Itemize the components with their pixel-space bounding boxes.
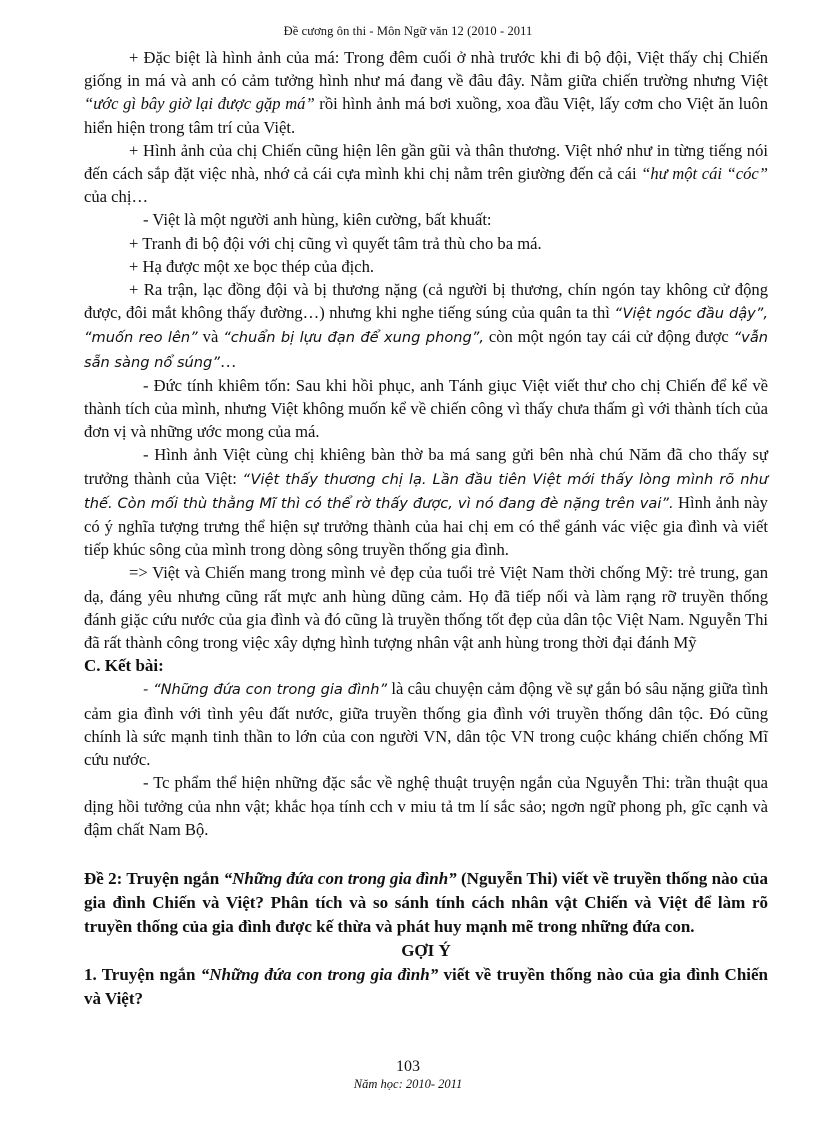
page-content [84,46,768,1011]
paragraph-ket-bai-1: - “Những đứa con trong gia đình” là câu chuyện cảm động về sự gắn bó sâu nặng giữa tình cảm gia đình với tình yêu đất nước, giữa truyền thống gia đình với truyền thống dân tộc. Đó cũng chính là sức mạnh tinh thần to lớn của con người VN, dân tộc VN trong cuộc kháng chiến chống Mĩ cứu nước. [84,679,768,770]
paragraph-ket-luan: => Việt và Chiến mang trong mình vẻ đẹp của tuổi trẻ Việt Nam thời chống Mỹ: trẻ trung, gan dạ, đáng yêu nhưng cũng rất mực anh hùng dũng cảm. Họ đã tiếp nối và làm rạng rỡ truyền thống đánh giặc cứu nước của gia đình và đó cũng là truyền thống tốt đẹp của dân tộc Việt Nam. Nguyễn Thi đã rất thành công trong việc xây dựng hình tượng nhân vật anh hùng trong thời đại đánh Mỹ [84,563,768,653]
paragraph-ma: + Đặc biệt là hình ảnh của má: Trong đêm cuối ở nhà trước khi đi bộ đội, Việt thấy chị Chiến giống in má và anh có cảm tưởng hình như má đang về đâu đây. Nằm giữa chiến trường nhưng Việt “ước gì bây giờ lại được gặp má” rồi hình ảnh má bơi xuồng, xoa đầu Việt, lấy cơm cho Việt ăn luôn hiển hiện trong tâm trí của Việt. [84,48,768,137]
paragraph-chi-chien: + Hình ảnh của chị Chiến cũng hiện lên gần gũi và thân thương. Việt nhớ như in từng tiếng nói đến cách sắp đặt việc nhà, nhớ cả cái cựa mình khi chị nằm trên giường đến cả cái “hư một cái “cóc” của chị… [84,140,768,207]
paragraph-khiem-ton: - Đức tính khiêm tốn: Sau khi hồi phục, anh Tánh giục Việt viết thư cho chị Chiến để kể về thành tích của mình, nhưng Việt không muốn kể về chiến công vì thấy chưa thấm gì với thành tích của đơn vị và những ước mong của má. [84,375,768,442]
goi-y-heading: GỢI Ý [401,940,451,960]
paragraph-ket-bai-2: - Tc phẩm thể hiện những đặc sắc về nghệ thuật truyện ngắn của Nguyễn Thi: trần thuật qua dịng hồi tưởng của nhn vật; khắc họa tính cch v miu tả tm lí sắc sảo; ngơn ngữ phong ph, gĩc cạnh và đậm chất Nam Bộ. [84,773,768,839]
paragraph-ra-tran: + Ra trận, lạc đồng đội và bị thương nặng (cả người bị thương, chín ngón tay không cử động được, đôi mắt không thấy đường…) nhưng khi nghe tiếng súng của quân ta thì “Việt ngóc đầu dậy”, “muốn reo lên” và “chuẩn bị lựu đạn để xung phong”, còn một ngón tay cái cử động được “vẫn sẵn sàng nổ súng”… [84,280,769,371]
section-ket-bai: C. Kết bài: [84,656,164,676]
paragraph-ha-xe-boc-thep: + Hạ được một xe bọc thép của địch. [129,256,375,276]
question-1: 1. Truyện ngắn “Những đứa con trong gia đình” viết về truyền thống nào của gia đình Chiến và Việt? [84,964,768,1008]
paragraph-anh-hung: - Việt là một người anh hùng, kiên cường, bất khuất: [143,210,492,230]
page-header: Đề cương ôn thi - Môn Ngữ văn 12 (2010 - 2011 [283,24,533,38]
paragraph-truong-thanh: - Hình ảnh Việt cùng chị khiêng bàn thờ ba má sang gửi bên nhà chú Năm đã cho thấy sự trưởng thành của Việt: “Việt thấy thương chị lạ. Lần đầu tiên Việt mới thấy lòng mình rõ như thế. Còn mối thù thằng Mĩ thì có thể rờ thấy được, vì nó đang đè nặng trên vai”. Hình ảnh này có ý nghĩa tượng trưng thể hiện sự trưởng thành của hai chị em có thể gánh vác việc gia đình và viết tiếp khúc sông của mình trong dòng sông truyền thống gia đình. [84,445,769,560]
footer-school-year: Năm học: 2010- 2011 [353,1077,463,1091]
page-number: 103 [396,1058,420,1075]
paragraph-tranh-di-bo-doi: + Tranh đi bộ đội với chị cũng vì quyết tâm trả thù cho ba má. [129,233,542,253]
question-de-2: Đề 2: Truyện ngắn “Những đứa con trong gia đình” (Nguyễn Thi) viết về truyền thống nào của gia đình Chiến và Việt? Phân tích và so sánh tính cách nhân vật Chiến và Việt để làm rõ truyền thống của gia đình được kế thừa và phát huy mạnh mẽ trong những đứa con. [84,868,768,936]
